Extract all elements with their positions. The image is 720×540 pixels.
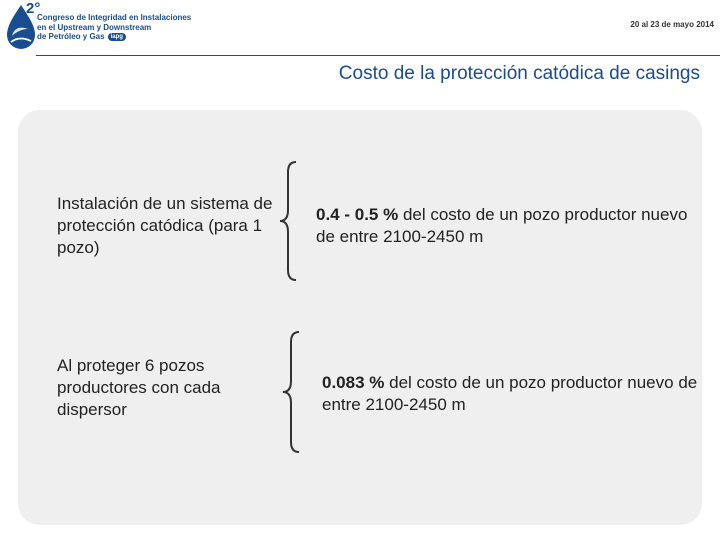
logo-line: Congreso de Integridad en Instalaciones [37,13,192,22]
content-panel [18,110,702,525]
logo-line [37,32,237,42]
slide-title: Costo de la protección catódica de casings [338,63,700,84]
row-label: Instalación de un sistema de protección catódica (para 1 pozo) [57,194,273,257]
row-value-text: del costo de un pozo productor nuevo de entre 2100-2450 m [316,205,688,246]
logo-line-text: de Petróleo y Gas [37,32,105,41]
curly-brace-icon [279,330,303,454]
row-value [322,372,712,416]
curly-brace-icon [276,160,300,282]
logo-edition-number: 2° [26,0,41,17]
row-value-percent: 0.083 % [322,373,385,392]
iapg-badge: iapg [108,33,126,41]
header [0,0,720,58]
row-value-percent: 0.4 - 0.5 % [316,205,399,224]
row-value-text: del costo de un pozo productor nuevo de entre 2100-2450 m [322,373,698,414]
event-dates: 20 al 23 de mayo 2014 [630,20,714,29]
header-divider [36,55,720,56]
row-label: Al proteger 6 pozos productores con cada dispersor [57,356,221,419]
logo-line: en el Upstream y Downstream [37,22,152,32]
logo-text [37,13,237,42]
row-value [316,204,706,248]
